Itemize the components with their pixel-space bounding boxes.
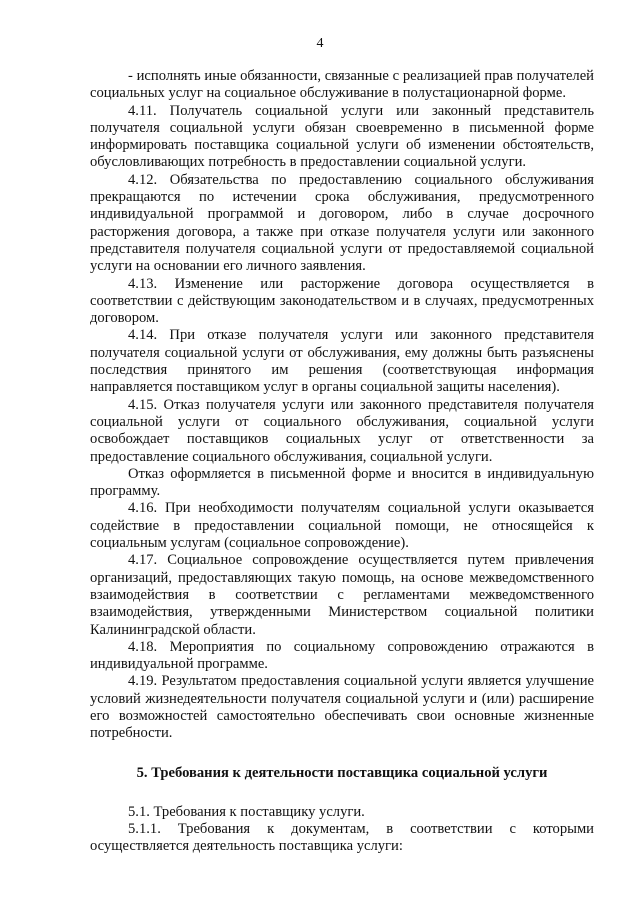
paragraph-4-12: 4.12. Обязательства по предоставлению социального обслуживания прекращаются по истечении срока обслуживания, предусмотренного индивидуальной программой и договором, либо в случае досрочного расторжения договора, а также при отказе получателя услуги или законного представителя получателя социальной услуги от предоставляемой социальной услуги на основании его личного заявления. [90,171,594,275]
paragraph-4-14: 4.14. При отказе получателя услуги или законного представителя получателя социальной услуги от обслуживания, ему должны быть разъяснены последствия принятого им решения (соответствующая информация направляется поставщиком услуг в органы социальной защиты населения). [90,327,594,396]
paragraph-4-15: 4.15. Отказ получателя услуги или законного представителя получателя социальной услуги от социального обслуживания, социальной услуги освобождает поставщиков социальных услуг от ответственности за предоставление социального обслуживания, социальной услуги. [90,396,594,465]
paragraph-refusal-form: Отказ оформляется в письменной форме и вносится в индивидуальную программу. [90,465,594,500]
page-body [90,68,594,856]
paragraph-obligations: - исполнять иные обязанности, связанные с реализацией прав получателей социальных услуг на социальное обслуживание в полустационарной форме. [90,68,594,102]
paragraph-4-13: 4.13. Изменение или расторжение договора осуществляется в соответствии с действующим законодательством и в случаях, предусмотренных договором. [90,275,594,327]
paragraph-4-16: 4.16. При необходимости получателям социальной услуги оказывается содействие в предоставлении социальной помощи, не относящейся к социальным услугам (социальное сопровождение). [90,500,594,552]
paragraph-4-18: 4.18. Мероприятия по социальному сопровождению отражаются в индивидуальной программе. [90,638,594,673]
paragraph-4-19: 4.19. Результатом предоставления социальной услуги является улучшение условий жизнедеятельности получателя социальной услуги и (или) расширение его возможностей самостоятельно обеспечивать свои основные жизненные потребности. [90,673,594,742]
section-heading: 5. Требования к деятельности поставщика социальной услуги [136,764,548,781]
paragraph-4-17: 4.17. Социальное сопровождение осуществляется путем привлечения организаций, предоставляющих такую помощь, на основе межведомственного взаимодействия в соответствии с регламентами межведомственного взаимодействия, утвержденными Министерством социальной политики Калининградской области. [90,552,594,638]
paragraph-5-1: 5.1. Требования к поставщику услуги. [128,803,365,820]
paragraph-5-1-1: 5.1.1. Требования к документам, в соответствии с которыми осуществляется деятельность поставщика услуги: [90,821,594,855]
paragraph-4-11: 4.11. Получатель социальной услуги или законный представитель получателя социальной услуги обязан своевременно в письменной форме информировать поставщика социальной услуги об изменении обстоятельств, обусловливающих потребность в предоставлении социальной услуги. [90,102,594,171]
page-number: 4 [316,36,324,51]
